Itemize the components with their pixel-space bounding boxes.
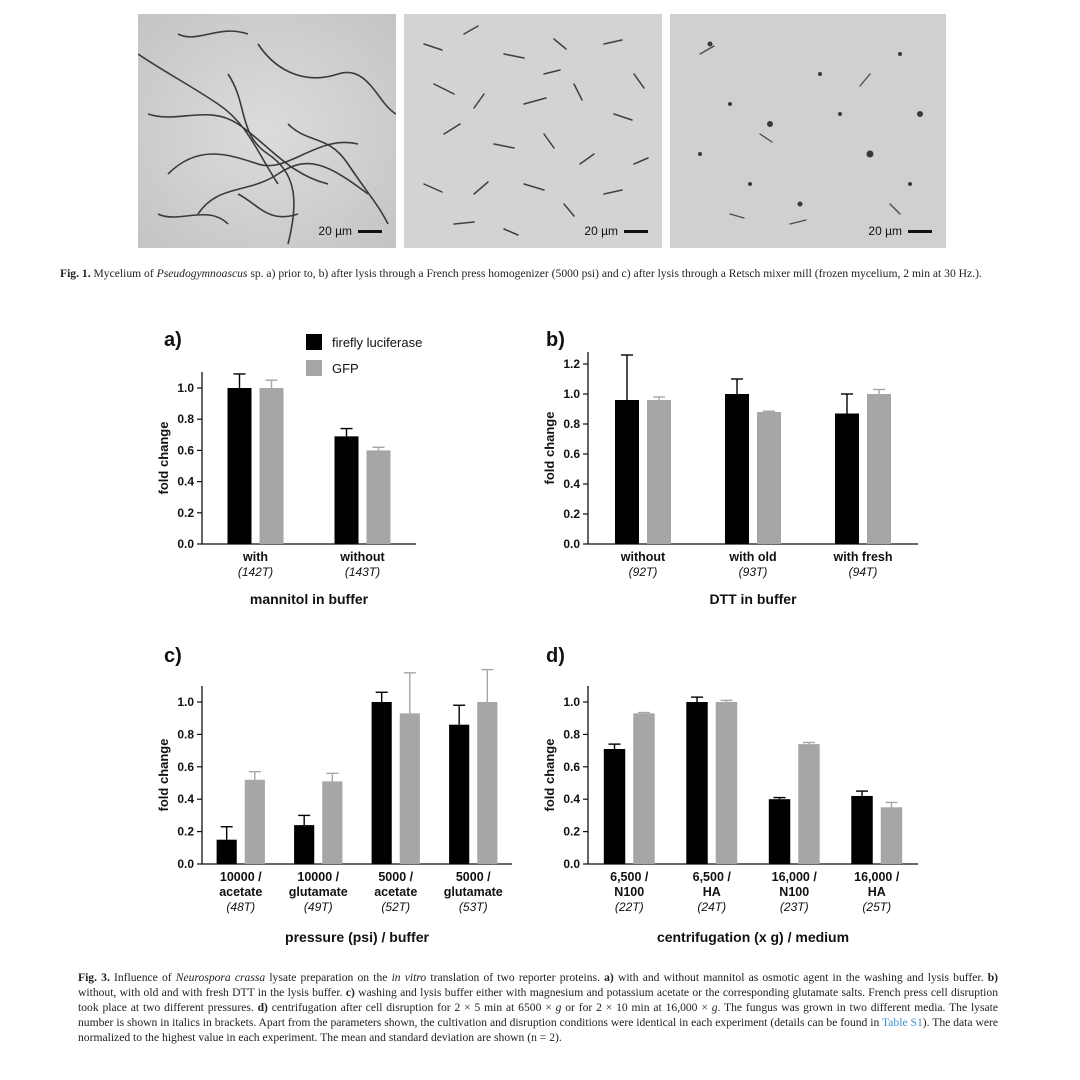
y-axis-label: fold change [156,738,171,812]
bar-gfp [367,450,391,544]
x-tick-label: HA [867,885,886,899]
bar-luciferase [449,725,469,864]
micrograph-a [138,14,396,248]
legend-swatch-gfp [306,360,322,376]
y-tick-label: 0.2 [563,824,580,839]
bar-luciferase [769,799,790,864]
lysate-id-label: (49T) [303,900,333,914]
panel-label: c) [164,645,182,667]
fig3-caption: Fig. 3. Influence of Neurospora crassa lysate preparation on the in vitro translation of two reporter proteins. a) with and without mannitol as osmotic agent in the washing and lysis buffer. b) without, with old and with fresh DTT in the lysis buffer. c) washing and lysis buffer either with magnesium and potassium acetate or the corresponding glutamate salts. French press cell disruption took place at two different pressures. d) centrifugation after cell disruption for 2 × 5 min at 6500 × g or for 2 × 10 min at 16,000 × g. The fungus was grown in two different media. The lysate number is shown in italics in brackets. Apart from the parameters shown, the cultivation and disruption conditions were identical in each experiment (details can be found in Table S1). The data were normalized to the highest value in each experiment. The mean and standard deviation are shown (n = 2). [78,971,998,1044]
y-axis-label: fold change [156,421,171,495]
y-tick-label: 0.0 [177,537,194,551]
y-tick-label: 0.4 [177,474,194,489]
x-tick-label: 16,000 / [771,870,817,884]
lysate-id-label: (23T) [779,900,809,914]
fig1-caption: Fig. 1. Mycelium of Pseudogymnoascus sp. a) prior to, b) after lysis through a French press homogenizer (5000 psi) and c) after lysis through a Retsch mixer mill (frozen mycelium, 2 min at 30 Hz.). [60,267,982,280]
bar-gfp [881,807,902,864]
panel-label: a) [164,329,182,351]
x-tick-label: acetate [219,885,263,899]
bar-luciferase [228,388,252,544]
lysed-mycelium-image [670,14,946,248]
lysate-id-label: (94T) [848,565,878,579]
y-tick-label: 0.6 [177,759,194,774]
x-tick-label: 6,500 / [692,870,731,884]
legend-label-luciferase: firefly luciferase [332,335,423,350]
bar-luciferase [294,825,314,864]
y-tick-label: 0.0 [177,857,194,871]
micrograph-b [404,14,662,248]
panel-label: d) [546,645,565,667]
bar-gfp [322,781,342,864]
y-axis-label: fold change [542,738,557,812]
y-tick-label: 1.0 [177,695,194,709]
bar-gfp [400,713,420,864]
scale-bar: 20 µm [584,224,648,238]
bar-luciferase [725,394,749,544]
x-tick-label: without [620,550,666,564]
y-tick-label: 0.2 [563,507,580,521]
x-axis-label: mannitol in buffer [249,591,369,607]
y-tick-label: 0.0 [563,537,580,551]
y-tick-label: 0.8 [177,412,194,427]
y-tick-label: 1.0 [177,381,194,395]
x-tick-label: glutamate [443,885,503,899]
bar-luciferase [835,414,859,545]
legend-label-gfp: GFP [332,361,359,376]
lysate-id-label: (142T) [237,565,274,579]
y-tick-label: 0.2 [177,824,194,839]
bar-luciferase [851,796,872,864]
x-axis-label: pressure (psi) / buffer [285,929,429,945]
x-tick-label: with [243,550,268,564]
x-tick-label: 6,500 / [610,870,649,884]
bar-gfp [757,412,781,544]
x-tick-label: glutamate [288,885,348,899]
hyphae-network-image [138,14,396,248]
x-tick-label: without [340,550,385,564]
scale-bar: 20 µm [868,224,932,238]
bar-luciferase [615,400,639,544]
bar-luciferase [686,702,707,864]
bar-gfp [647,400,671,544]
lysate-id-label: (24T) [697,900,727,914]
y-tick-label: 1.0 [563,695,580,709]
bar-gfp [477,702,497,864]
y-tick-label: 0.8 [177,727,194,742]
bar-gfp [867,394,891,544]
lysate-id-label: (25T) [862,900,892,914]
x-tick-label: with fresh [833,550,893,564]
chart-panel-b [532,322,932,622]
lysate-id-label: (53T) [458,900,488,914]
y-tick-label: 0.0 [563,857,580,871]
x-axis-label: centrifugation (x g) / medium [656,929,850,945]
table-s1-link[interactable]: Table S1 [882,1016,923,1029]
bar-gfp [798,744,819,864]
x-tick-label: 5000 / [455,870,491,884]
hyphae-fragments-image [404,14,662,248]
scale-bar: 20 µm [318,224,382,238]
x-tick-label: N100 [614,885,645,899]
lysate-id-label: (52T) [381,900,411,914]
y-tick-label: 0.2 [177,505,194,520]
bar-luciferase [372,702,392,864]
y-tick-label: 0.4 [563,477,580,491]
y-tick-label: 0.8 [563,417,580,431]
x-tick-label: 10000 / [297,870,340,884]
x-tick-label: HA [702,885,721,899]
x-tick-label: 16,000 / [854,870,900,884]
y-tick-label: 0.6 [177,443,194,458]
chart-panel-c [150,642,540,958]
bar-gfp [260,388,284,544]
bar-gfp [245,780,265,864]
panel-label: b) [546,329,565,351]
x-tick-label: 10000 / [219,870,262,884]
micrograph-c [670,14,946,248]
y-tick-label: 1.0 [563,387,580,401]
y-tick-label: 0.6 [563,447,580,461]
x-tick-label: 5000 / [378,870,414,884]
y-tick-label: 0.8 [563,727,580,742]
y-tick-label: 1.2 [563,357,580,371]
lysate-id-label: (92T) [628,565,658,579]
bar-gfp [633,713,654,864]
lysate-id-label: (22T) [614,900,644,914]
x-tick-label: acetate [374,885,418,899]
bar-luciferase [217,840,237,864]
lysate-id-label: (143T) [344,565,381,579]
y-tick-label: 0.4 [177,792,194,807]
bar-gfp [716,702,737,864]
bar-luciferase [335,436,359,544]
x-tick-label: with old [729,550,777,564]
chart-panel-d [532,642,932,958]
y-tick-label: 0.6 [563,759,580,774]
lysate-id-label: (93T) [738,565,768,579]
y-tick-label: 0.4 [563,792,580,807]
x-tick-label: N100 [779,885,810,899]
legend-swatch-luciferase [306,334,322,350]
chart-panel-a [150,322,540,622]
bar-luciferase [604,749,625,864]
y-axis-label: fold change [542,411,557,485]
x-axis-label: DTT in buffer [709,591,797,607]
lysate-id-label: (48T) [226,900,256,914]
